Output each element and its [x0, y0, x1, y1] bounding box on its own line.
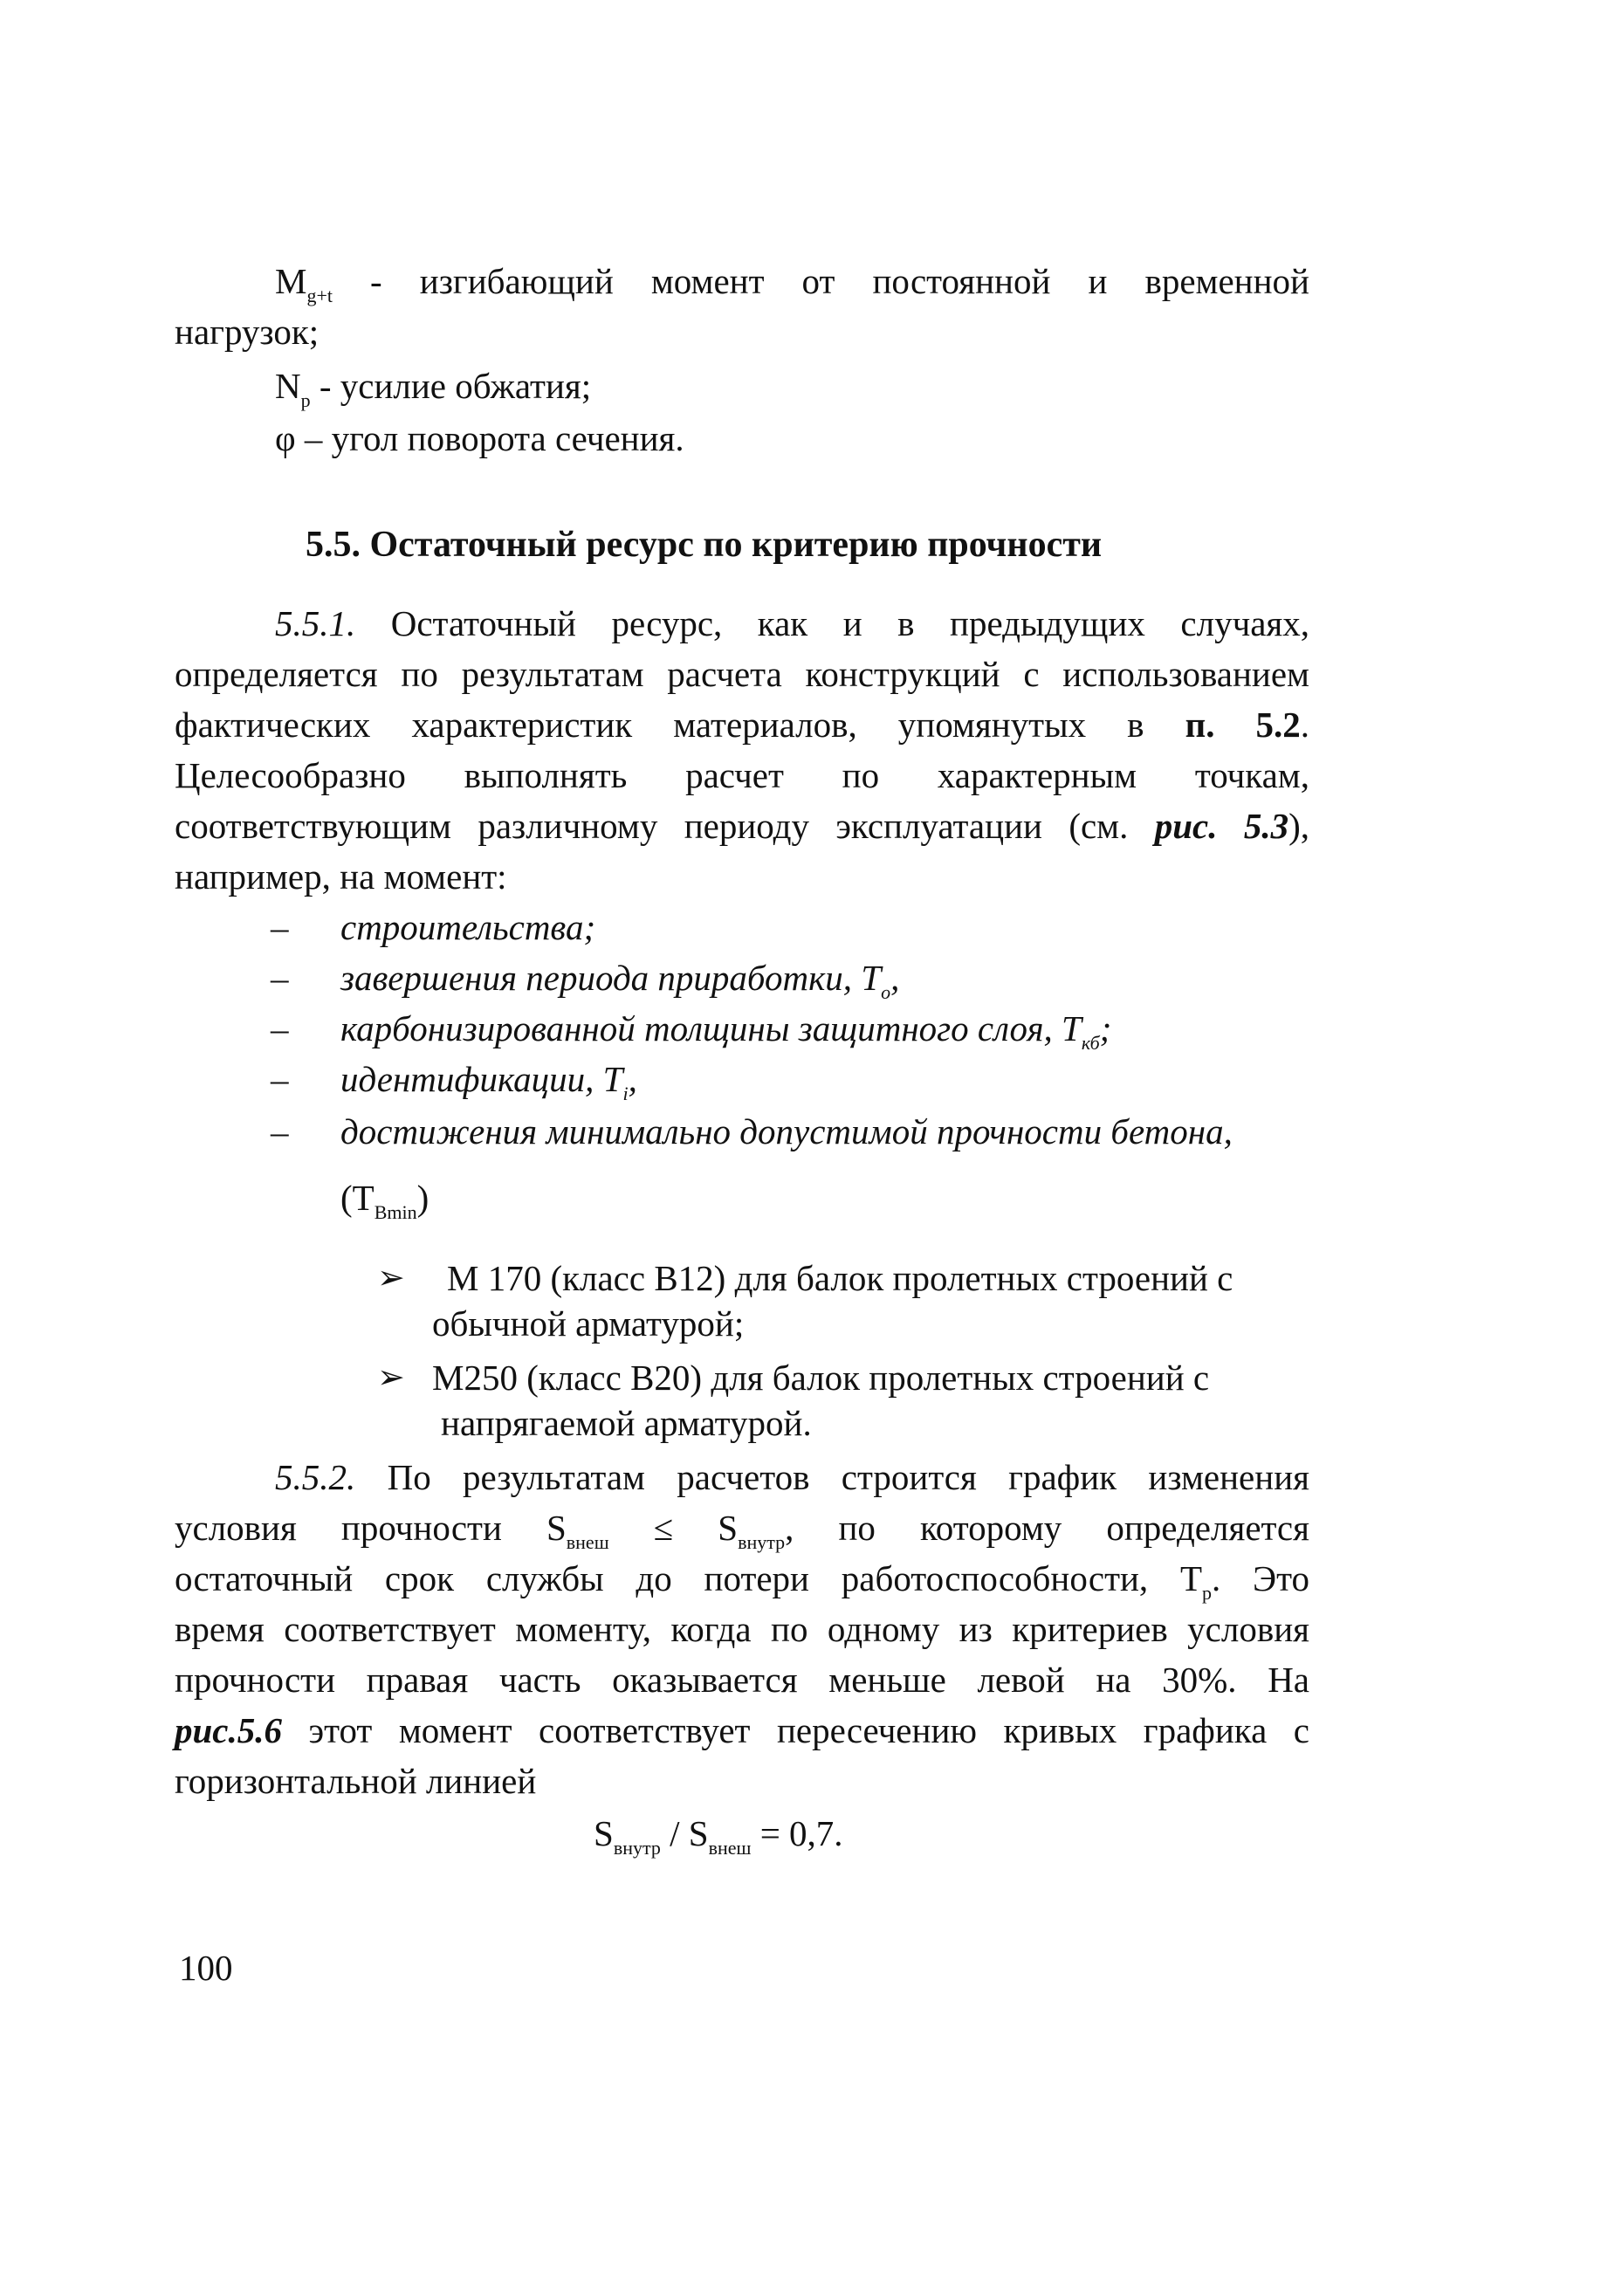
def-n-line: $N_p$ - усилие обжатия; [275, 366, 592, 411]
ratio-formula: $S_{внутр} / S_{внеш} = 0,7$. [594, 1813, 843, 1859]
p1-line-4: Целесообразно выполнять расчет по характерным точкам, [175, 755, 1309, 795]
p2-line-6: рис.5.6 этот момент соответствует пересечению кривых графика с [175, 1710, 1309, 1750]
page-number: 100 [179, 1948, 233, 1988]
list-dash: – [271, 958, 289, 998]
p1-line-5: соответствующим различному периоду эксплуатации (см. рис. 5.3), [175, 806, 1309, 846]
p2-line-3: остаточный срок службы до потери работоспособности, $T_p$. Это [175, 1558, 1309, 1604]
def-m-line: $M_{g+t}$ - изгибающий момент от постоянной и временной [275, 261, 1309, 306]
p2-line-1: 5.5.2. По результатам расчетов строится график изменения [275, 1457, 1309, 1497]
list-item: достижения минимально допустимой прочности бетона, [340, 1111, 1233, 1151]
p2-line-7: горизонтальной линией [175, 1761, 537, 1801]
list-item: идентификации, $T_i$, [340, 1059, 637, 1104]
bullet-item-1-line-1: М 170 (класс В12) для балок пролетных строений с [447, 1258, 1233, 1298]
section-heading: 5.5. Остаточный ресурс по критерию прочности [306, 525, 1103, 565]
p2-line-4: время соответствует моменту, когда по одному из критериев условия [175, 1609, 1309, 1649]
bullet-item-1-line-2: обычной арматурой; [432, 1303, 745, 1344]
p2-line-2: условия прочности $S_{внеш} \le S_{внутр}$, по которому определяется [175, 1508, 1309, 1553]
p2-line-5: прочности правая часть оказывается меньше левой на 30%. На [175, 1660, 1309, 1700]
list-dash: – [271, 1111, 289, 1151]
list-item: завершения периода приработки, $T_o$, [340, 958, 900, 1003]
list-dash: – [271, 1059, 289, 1099]
tbmin-symbol: $(T_{Bmin})$ [340, 1178, 429, 1223]
list-item: строительства; [340, 907, 596, 947]
p1-line-1: 5.5.1. Остаточный ресурс, как и в предыдущих случаях, [275, 603, 1309, 643]
def-m-cont: нагрузок; [175, 312, 320, 352]
p1-line-3: фактических характеристик материалов, упомянутых в п. 5.2. [175, 705, 1309, 745]
bullet-item-2-line-2: напрягаемой арматурой. [441, 1403, 812, 1443]
arrow-bullet-icon: ➢ [377, 1359, 405, 1396]
def-phi-line: φ – угол поворота сечения. [275, 418, 684, 458]
p1-line-6: например, на момент: [175, 856, 507, 897]
arrow-bullet-icon: ➢ [377, 1260, 405, 1296]
list-dash: – [271, 907, 289, 947]
bullet-item-2-line-1: М250 (класс В20) для балок пролетных строений с [432, 1358, 1210, 1398]
list-dash: – [271, 1008, 289, 1048]
list-item: карбонизированной толщины защитного слоя, $T_{кб}$; [340, 1008, 1112, 1054]
p1-line-2: определяется по результатам расчета конструкций с использованием [175, 654, 1309, 694]
